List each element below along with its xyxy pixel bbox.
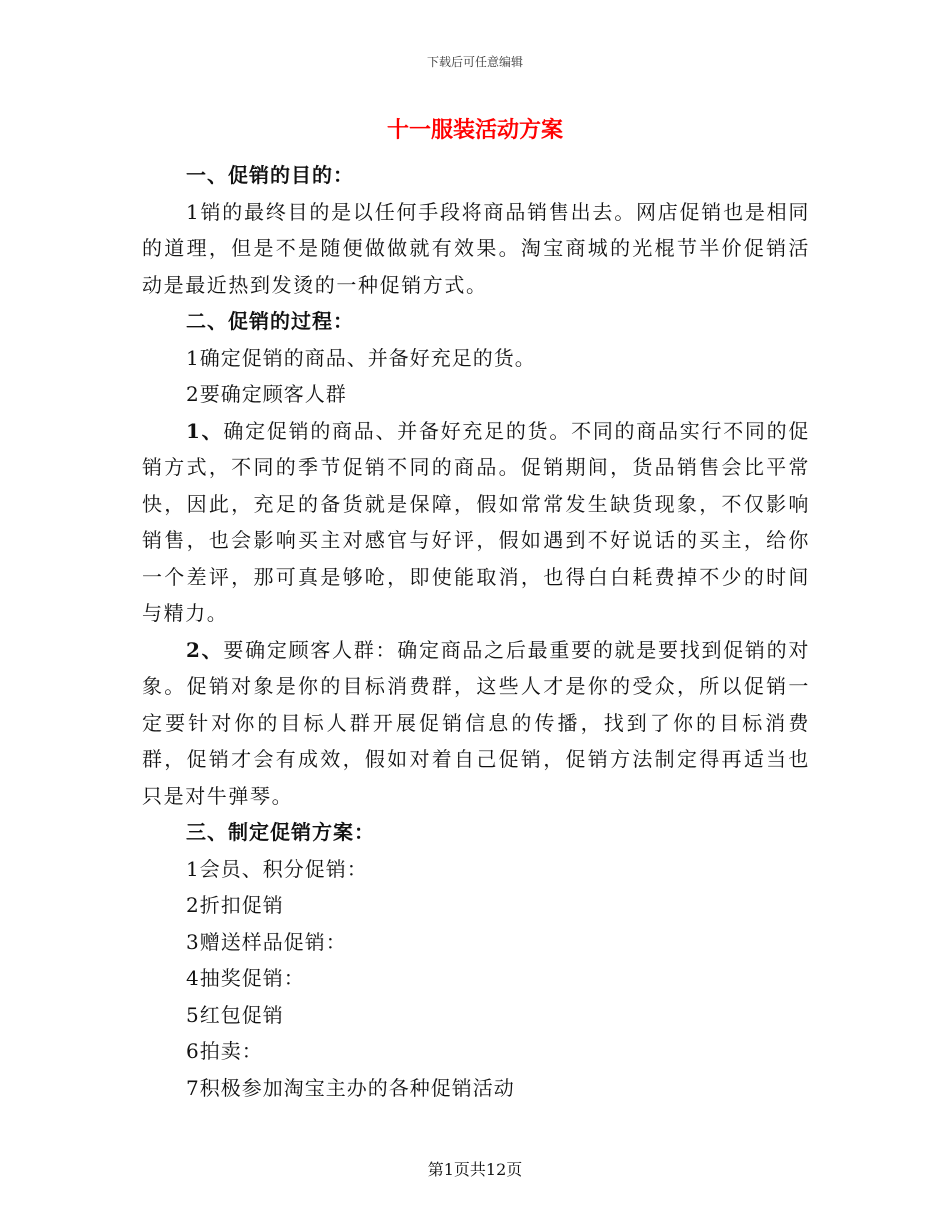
- document-title: 十一服装活动方案: [386, 118, 563, 143]
- paragraph-number: 2、: [186, 637, 224, 662]
- list-item: 3赠送样品促销：: [186, 929, 347, 954]
- paragraph-number: 1、: [186, 418, 224, 443]
- section-heading-process: 二、促销的过程：: [186, 309, 354, 333]
- list-item: 6拍卖：: [186, 1039, 263, 1063]
- section-heading-plan: 三、制定促销方案：: [186, 820, 375, 844]
- list-item: 7积极参加淘宝主办的各种促销活动: [186, 1075, 515, 1100]
- list-item: 4抽奖促销：: [186, 966, 305, 990]
- document-body: [142, 157, 810, 1106]
- list-item: 1会员、积分促销：: [186, 856, 368, 881]
- paragraph-text: 确定促销的商品、并备好充足的货。不同的商品实行不同的促销方式，不同的季节促销不同的商品。促销期间，货品销售会比平常快，因此，充足的备货就是保障，假如常常发生缺货现象，不仅影响销售，也会影响买主对感官与好评，假如遇到不好说话的买主，给你一个差评，那可真是够呛，即使能取消，也得白白耗费掉不少的时间与精力。: [142, 418, 810, 625]
- section-heading-purpose: 一、促销的目的：: [186, 163, 354, 187]
- list-item: 1确定促销的商品、并备好充足的货。: [186, 345, 536, 370]
- page-footer: 第1页共12页: [427, 1160, 523, 1179]
- paragraph-text: 要确定顾客人群：确定商品之后最重要的就是要找到促销的对象。促销对象是你的目标消费群，这些人才是你的受众，所以促销一定要针对你的目标人群开展促销信息的传播，找到了你的目标消费群，促销才会有成效，假如对着自己促销，促销方法制定得再适当也只是对牛弹琴。: [142, 637, 810, 808]
- paragraph-customers: [142, 632, 810, 815]
- paragraph-purpose: 1销的最终目的是以任何手段将商品销售出去。网店促销也是相同的道理，但是不是随便做做就有效果。淘宝商城的光棍节半价促销活动是最近热到发烫的一种促销方式。: [142, 199, 810, 297]
- list-item: 2要确定顾客人群: [186, 382, 347, 406]
- list-item: 2折扣促销: [186, 893, 284, 917]
- list-item: 5红包促销: [186, 1002, 284, 1027]
- page-header: 下载后可任意编辑: [426, 55, 523, 69]
- paragraph-products: [142, 413, 810, 632]
